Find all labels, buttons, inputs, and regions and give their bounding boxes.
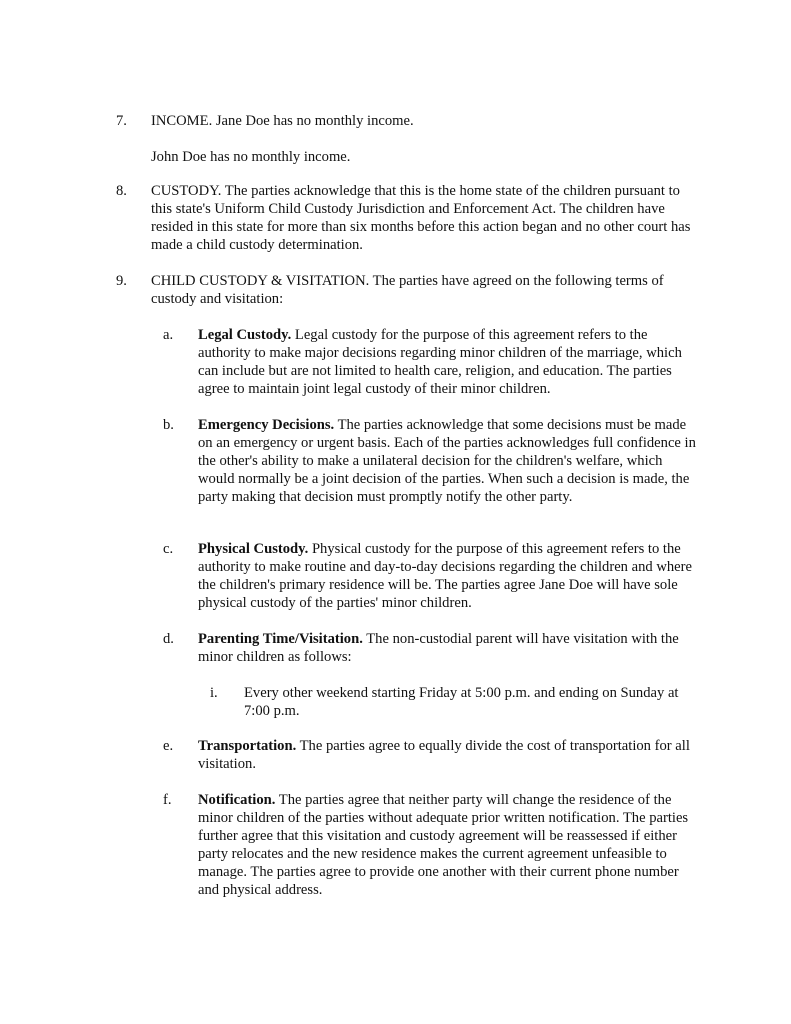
subsection-body: The parties acknowledge that some decisions must be made on an emergency or urgent basis. Each of the parties acknowledges full confidence in the other's ability to make a unilateral decision for the children's welfare, which would normally be a joint decision of the parties. When such a decision is made, the party making that decision must promptly notify the other party. [198, 417, 696, 505]
subsection-text [198, 630, 700, 666]
section-9 [116, 272, 706, 312]
sub-item-text: Every other weekend starting Friday at 5:00 p.m. and ending on Sunday at 7:00 p.m. [244, 685, 679, 719]
subsection-title: Physical Custody. [198, 541, 309, 557]
section-text: CUSTODY. The parties acknowledge that this is the home state of the children pursuant to this state's Uniform Child Custody Jurisdiction and Enforcement Act. The children have resided in this state for more than six months before this action began and no other court has made a child custody determination. [151, 183, 691, 253]
subsection-f [163, 791, 703, 901]
subsection-d [163, 630, 703, 670]
subsection-letter: c. [163, 541, 174, 557]
subsection-letter: f. [163, 792, 172, 808]
subsection-letter: e. [163, 738, 174, 754]
subsection-text [198, 737, 700, 773]
subsection-text [198, 416, 700, 506]
section-7 [116, 112, 706, 172]
subsection-c [163, 540, 703, 620]
subsection-text [198, 791, 700, 899]
subsection-title: Parenting Time/Visitation. [198, 631, 363, 647]
subsection-body: Physical custody for the purpose of this agreement refers to the authority to make routine and day-to-day decisions regarding the children and where the children's primary residence will be. The parties agree Jane Doe will have sole physical custody of the parties' minor children. [198, 541, 692, 611]
subsection-letter: a. [163, 327, 174, 343]
subsection-a [163, 326, 703, 406]
subsection-title: Notification. [198, 792, 276, 808]
sub-item-i [210, 684, 705, 724]
subsection-text [198, 540, 700, 612]
section-text-continued: John Doe has no monthly income. [151, 149, 351, 165]
subsection-body: The non-custodial parent will have visitation with the minor children as follows: [198, 631, 679, 665]
sub-item-numeral: i. [210, 685, 218, 701]
section-number: 8. [116, 183, 127, 199]
subsection-letter: d. [163, 631, 174, 647]
subsection-body: Legal custody for the purpose of this agreement refers to the authority to make major decisions regarding minor children of the marriage, which can include but are not limited to health care, religion, and education. The parties agree to maintain joint legal custody of their minor children. [198, 327, 682, 397]
section-text: CHILD CUSTODY & VISITATION. The parties have agreed on the following terms of custody and visitation: [151, 273, 664, 307]
section-8 [116, 182, 706, 262]
subsection-letter: b. [163, 417, 174, 433]
subsection-e [163, 737, 703, 777]
subsection-b [163, 416, 703, 526]
subsection-title: Transportation. [198, 738, 297, 754]
section-text: INCOME. Jane Doe has no monthly income. [151, 113, 414, 129]
subsection-body: The parties agree that neither party will change the residence of the minor children of the parties without adequate prior written notification. The parties further agree that this visitation and custody agreement will be reassessed if either party relocates and the new residence makes the current agreement unfeasible to manage. The parties agree to provide one another with their current phone number and physical address. [198, 792, 689, 898]
subsection-title: Emergency Decisions. [198, 417, 335, 433]
section-number: 9. [116, 273, 127, 289]
subsection-text [198, 326, 700, 398]
subsection-title: Legal Custody. [198, 327, 292, 343]
section-number: 7. [116, 113, 127, 129]
subsection-body: The parties agree to equally divide the cost of transportation for all visitation. [198, 738, 690, 772]
